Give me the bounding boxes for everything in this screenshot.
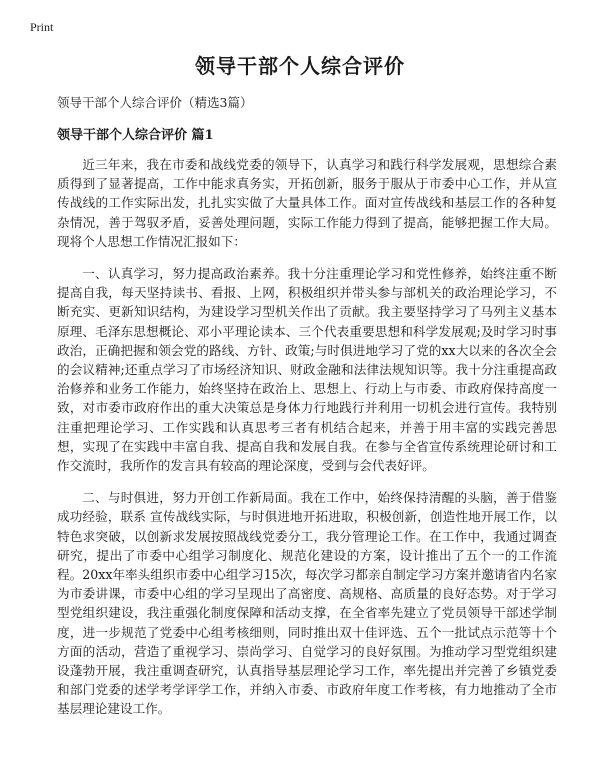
section-heading: 领导干部个人综合评价 篇1 [57,128,214,143]
document-body [57,155,557,732]
document-title: 领导干部个人综合评价 [195,54,405,78]
print-link[interactable]: Print [30,20,54,34]
paragraph-intro: 近三年来，我在市委和战线党委的领导下，认真学习和践行科学发展观，思想综合素质得到了显著提高，工作中能求真务实，开拓创新，服务于服从于市委中心工作，并从宣传战线的工作实际出发，扎扎实实做了大量具体工作。面对宣传战线和基层工作的各种复杂情况，善于驾驭矛盾，妥善处理问题，实际工作能力得到了提高，能够把握工作大局。现将个人思想工作情况汇报如下： [57,157,557,249]
paragraph-study: 一、认真学习，努力提高政治素养。我十分注重理论学习和党性修养，始终注重不断提高自我，每天坚持读书、看报、上网，积极组织并带头参与部机关的政治理论学习，不断充实、更新知识结构，为建设学习型机关作出了贡献。我主要坚持学习了马列主义基本原理、毛泽东思想概论、邓小平理论读本、三个代表重要思想和科学发展观;及时学习时事政治，正确把握和领会党的路线、方针、政策;与时俱进地学习了党的xx大以来的各次全会的会议精神;还重点学习了市场经济知识、财政金融和法律法规知识等。我十分注重提高政治修养和业务工作能力，始终坚持在政治上、思想上、行动上与市委、市政府保持高度一致，对市委市政府作出的重大决策总是身体力行地践行并利用一切机会进行宣传。我特别注重把理论学习、工作实践和认真思考三者有机结合起来，并善于用丰富的实践完善思想，实现了在实践中丰富自我、提高自我和发展自我。在参与全省宣传系统理论研讨和工作交流时，我所作的发言具有较高的理论深度，受到与会代表好评。 [57,266,557,474]
paragraph-innovation: 二、与时俱进，努力开创工作新局面。我在工作中，始终保持清醒的头脑，善于借鉴成功经验，联系 宣传战线实际，与时俱进地开拓进取，积极创新，创造性地开展工作，以特色求突破，以创新求发展按照战线党委分工，我分管理论工作。在工作中，我通过调查研究，提出了市委中心组学习制度化、规范化建设的方案，设计推出了五个一的工作流程。20xx年率头组织市委中心组学习15次，每次学习都亲自制定学习方案并邀请省内名家为市委讲课，市委中心组的学习呈现出了高密度、高规格、高质量的良好态势。对于学习型党组织建设，我注重强化制度保障和活动支撑，在全省率先建立了党员领导干部述学制度，进一步规范了党委中心组考核细则，同时推出双十佳评选、五个一批试点示范等十个方面的活动，营造了重视学习、崇尚学习、自觉学习的良好氛围。为推动学习型党组织建设蓬勃开展，我注重调查研究，认真指导基层理论学习工作，率先提出并完善了乡镇党委和部门党委的述学考学评学工作，并纳入市委、市政府年度工作考核，有力地推动了全市基层理论建设工作。 [57,490,557,717]
document-subtitle: 领导干部个人综合评价（精选3篇） [57,95,253,110]
